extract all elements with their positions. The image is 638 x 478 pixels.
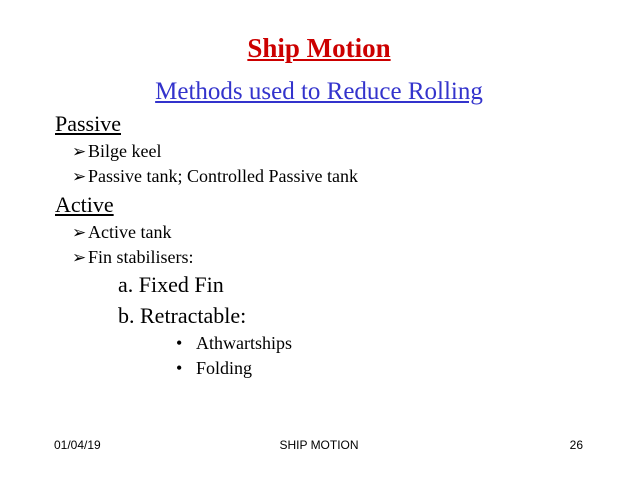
arrow-bullet-icon: ➢ [72, 248, 87, 267]
list-item-fin-stabilisers [72, 246, 194, 269]
footer-date: 01/04/19 [54, 438, 101, 452]
footer-page-number: 26 [569, 438, 583, 452]
bullet-item-folding [176, 357, 252, 379]
list-item-bilge-keel [72, 140, 161, 163]
footer-title: SHIP MOTION [279, 438, 359, 452]
dot-bullet-icon: • [176, 358, 183, 378]
bullet-item-label: Folding [196, 358, 253, 378]
slide-subtitle: Methods used to Reduce Rolling [155, 78, 483, 105]
list-item-label: Passive tank; Controlled Passive tank [88, 166, 358, 186]
list-item-label: Bilge keel [88, 141, 162, 161]
bullet-item-athwartships [176, 332, 292, 354]
arrow-bullet-icon: ➢ [72, 142, 87, 161]
sub-item-retractable: b. Retractable: [118, 303, 247, 328]
section-heading-passive: Passive [55, 111, 121, 136]
section-heading-active: Active [55, 192, 114, 217]
slide-title: Ship Motion [247, 33, 391, 63]
arrow-bullet-icon: ➢ [72, 223, 87, 242]
list-item-active-tank [72, 221, 171, 244]
list-item-label: Active tank [88, 222, 172, 242]
dot-bullet-icon: • [176, 333, 183, 353]
sub-item-fixed-fin: a. Fixed Fin [118, 272, 224, 297]
arrow-bullet-icon: ➢ [72, 167, 87, 186]
list-item-passive-tank [72, 165, 358, 188]
bullet-item-label: Athwartships [196, 333, 292, 353]
list-item-label: Fin stabilisers: [88, 247, 194, 267]
